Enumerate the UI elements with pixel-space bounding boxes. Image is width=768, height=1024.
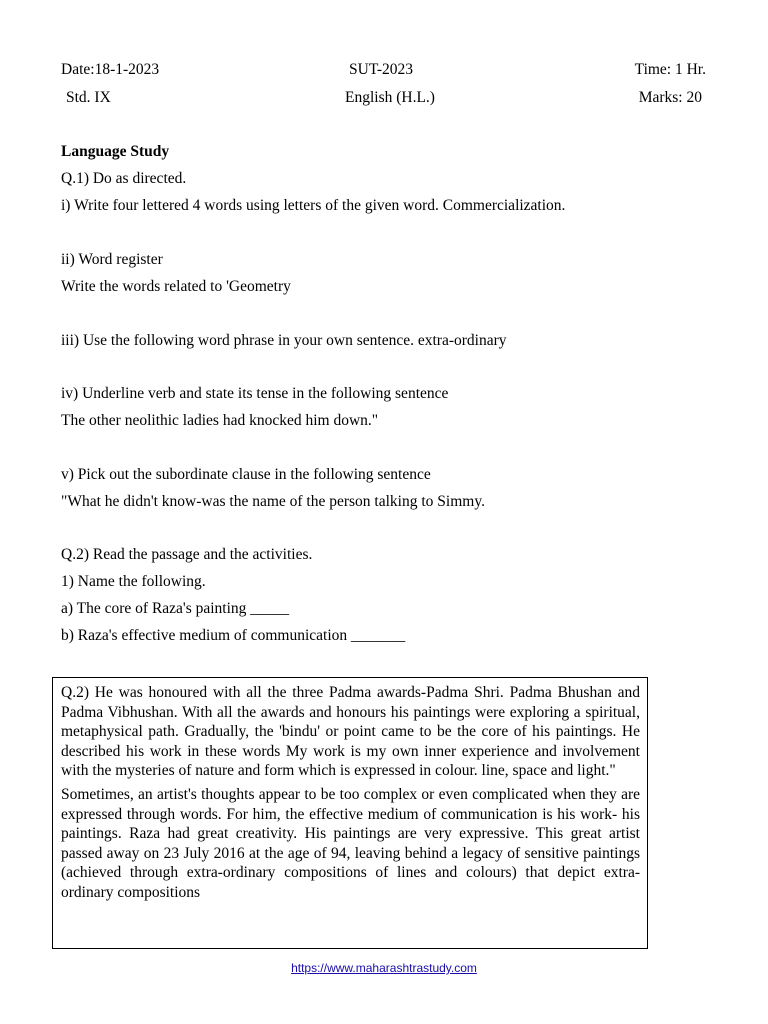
q1-item-v-title: v) Pick out the subordinate clause in the following sentence (61, 466, 431, 483)
q1-heading: Q.1) Do as directed. (61, 170, 187, 187)
q2-sub-1: 1) Name the following. (61, 573, 206, 590)
q1-item-v-body: "What he didn't know-was the name of the person talking to Simmy. (61, 493, 485, 510)
exam-name: SUT-2023 (349, 61, 414, 78)
subject: English (H.L.) (345, 89, 435, 106)
q1-item-iii: iii) Use the following word phrase in your own sentence. extra-ordinary (61, 332, 507, 349)
passage-box (52, 677, 648, 949)
header-row-1 (0, 59, 768, 81)
q1-item-iv-body: The other neolithic ladies had knocked him down." (61, 412, 379, 429)
q1-item-ii-title: ii) Word register (61, 251, 163, 268)
header-row-2 (0, 87, 768, 109)
exam-time: Time: 1 Hr. (634, 61, 706, 78)
q1-item-i: i) Write four lettered 4 words using letters of the given word. Commercialization. (61, 197, 566, 214)
q2-heading: Q.2) Read the passage and the activities. (61, 546, 313, 563)
exam-date: Date:18-1-2023 (61, 61, 160, 78)
standard: Std. IX (66, 89, 111, 106)
total-marks: Marks: 20 (638, 89, 702, 106)
passage-paragraph-1: Q.2) He was honoured with all the three Padma awards-Padma Shri. Padma Bhushan and Padma Vibhushan. With all the awards and honours his paintings were exploring a spiritual, metaphysical path. Gradually, the 'bindu' or point came to be the core of his paintings. He described his work in these words My work is my own inner experience and involvement with the mysteries of nature and form which is expressed in colour. line, space and light." (61, 684, 640, 780)
passage-paragraph-2: Sometimes, an artist's thoughts appear to be too complex or even complicated when they are expressed through words. For him, the effective medium of communication is his work- his paintings. Raza had great creativity. His paintings are very expressive. This great artist passed away on 23 July 2016 at the age of 94, leaving behind a legacy of sensitive paintings (achieved through extra-ordinary compositions of lines and colours) that depict extra-ordinary compositions (61, 785, 640, 901)
section-title: Language Study (61, 143, 170, 160)
q1-item-ii-body: Write the words related to 'Geometry (61, 278, 291, 295)
q2-item-b: b) Raza's effective medium of communication _______ (61, 627, 406, 644)
q1-item-iv-title: iv) Underline verb and state its tense in the following sentence (61, 385, 449, 402)
q2-item-a: a) The core of Raza's painting _____ (61, 600, 290, 617)
footer-website-link[interactable]: https://www.maharashtrastudy.com (291, 961, 477, 975)
